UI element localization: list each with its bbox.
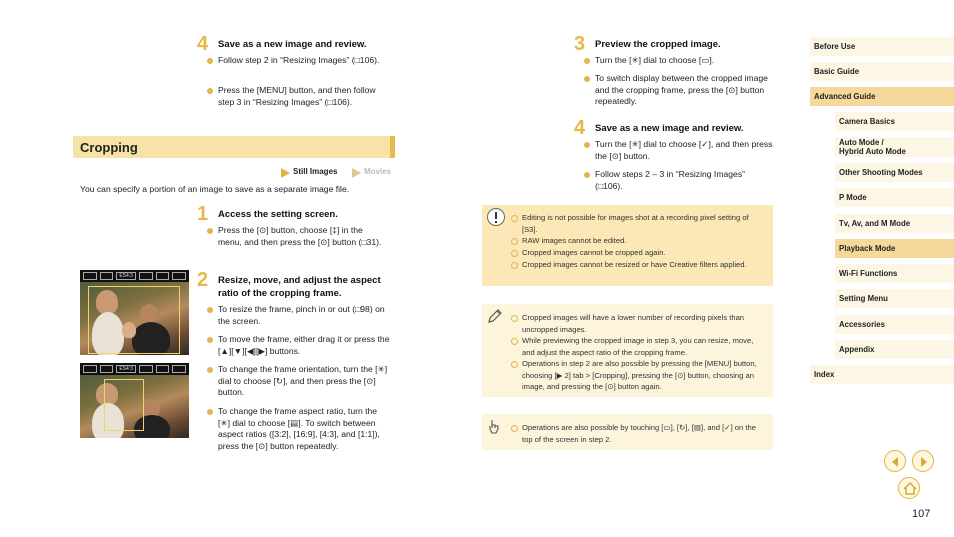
home-icon [899,478,921,500]
bullet-item: Press the [MENU] button, and then follow step 3 in “Resizing Images” (□106). [207,85,382,108]
note-item: While previewing the cropped image in step 3, you can resize, move, and adjust the aspect ratio of the cropping frame. [511,335,766,358]
previous-page-button[interactable] [884,450,906,472]
bullet-item: To change the frame aspect ratio, turn the [✳] dial to choose [▤]. To switch between aspect ratios ([3:2], [16:9], [4:3], and [1:1]), press the [⊙] button repeatedly. [207,406,390,452]
family-photo [80,282,189,355]
bullet-item: Follow steps 2 – 3 in “Resizing Images” (□106). [584,169,774,192]
home-button[interactable] [898,477,920,499]
back-icon [156,272,170,280]
sidebar-item-label: Advanced Guide [814,92,876,101]
touch-hand-icon [486,417,504,440]
page-number: 107 [912,508,931,520]
step-title: Resize, move, and adjust the aspect [218,275,381,286]
pencil-icon [486,307,504,330]
sidebar-item-label: Tv, Av, and M Mode [839,219,911,228]
section-title: Cropping [80,140,138,155]
confirm-icon [139,365,153,373]
step-number: 2 [197,269,209,291]
sidebar-item-appendix[interactable] [835,340,954,359]
step-title: Access the setting screen. [218,209,338,220]
next-page-button[interactable] [912,450,934,472]
step-title: ratio of the cropping frame. [218,288,342,299]
movies-icon [352,168,361,178]
sidebar-item-label: Hybrid Auto Mode [839,147,906,156]
sidebar-item-setting-menu[interactable] [835,289,954,308]
rotate-frame-icon [100,272,114,280]
intro-text: You can specify a portion of an image to save as a separate image file. [80,184,350,194]
sidebar-item-before-use[interactable] [810,37,954,56]
step-number: 4 [574,117,586,139]
crop-frame [104,379,144,431]
sidebar-item-label: Accessories [839,320,885,329]
sidebar-item-label: Other Shooting Modes [839,168,923,177]
step-number: 4 [197,33,209,55]
sidebar-item-playback-mode[interactable] [835,239,954,258]
step-title: Preview the cropped image. [595,39,721,50]
bullet-item: To move the frame, either drag it or press the [▲][▼][◀][▶] buttons. [207,334,390,357]
crop-preview-icon [83,365,97,373]
close-icon [172,365,186,373]
sidebar-item-label: Wi-Fi Functions [839,269,898,278]
sidebar-item-label: Index [814,370,835,379]
bullet-item: Turn the [✳] dial to choose [▭]. [584,55,774,67]
step-number: 3 [574,33,586,55]
sidebar-item-tv-av-m-mode[interactable] [835,214,954,233]
sidebar-item-label: Basic Guide [814,67,860,76]
crop-frame [88,286,180,354]
camera-screen-image [80,270,189,355]
sidebar-item-p-mode[interactable] [835,188,954,207]
step-number: 1 [197,203,209,225]
sidebar-item-label: Playback Mode [839,244,896,253]
movies-label: Movies [364,167,392,176]
bullet-item: To change the frame orientation, turn the [✳] dial to choose [↻], and then press the [⊙] button. [207,364,390,399]
back-icon [156,365,170,373]
sidebar-item-label: Setting Menu [839,294,888,303]
sidebar-item-other-shooting-modes[interactable] [835,163,954,182]
screen-toolbar [80,270,189,282]
close-icon [172,272,186,280]
screen-toolbar [80,363,189,375]
sidebar-item-label: Appendix [839,345,875,354]
sidebar-item-auto-mode[interactable] [835,137,954,157]
sidebar-item-wifi-functions[interactable] [835,264,954,283]
caution-item: Cropped images cannot be cropped again. [511,247,766,259]
step-title: Save as a new image and review. [595,123,744,134]
crop-preview-icon [83,272,97,280]
rotate-frame-icon [100,365,114,373]
aspect-ratio-icon: ES4:3 [116,365,136,373]
sidebar-item-label: Camera Basics [839,117,895,126]
arrow-right-icon [913,451,935,473]
note-item: Operations in step 2 are also possible by pressing the [MENU] button, choosing [▶ 2] tab > [Cropping], pressing the [⊙] button, choosing an image, and pressing the [⊙] button again. [511,358,766,393]
sidebar-item-advanced-guide[interactable] [810,87,954,106]
bullet-item: To resize the frame, pinch in or out (□98) on the screen. [207,304,390,327]
still-images-icon [281,168,290,178]
aspect-ratio-icon: ES4:3 [116,272,136,280]
still-images-label: Still Images [293,167,338,176]
sidebar-item-label: P Mode [839,193,867,202]
sidebar-item-index[interactable] [810,365,954,384]
sidebar-item-accessories[interactable] [835,315,954,334]
arrow-left-icon [885,451,907,473]
bullet-item: Press the [⊙] button, choose [‡] in the menu, and then press the [⊙] button (□31). [207,225,387,248]
touch-note-item: Operations are also possible by touching [▭], [↻], [▤], and [✓] on the top of the screen in step 2. [511,422,766,445]
caution-item: Cropped images cannot be resized or have Creative filters applied. [511,259,766,271]
family-photo [80,375,189,438]
sidebar-item-camera-basics[interactable] [835,112,954,131]
note-item: Cropped images will have a lower number of recording pixels than uncropped images. [511,312,766,335]
confirm-icon [139,272,153,280]
step-title: Save as a new image and review. [218,39,367,50]
camera-screen-image [80,363,189,438]
bullet-item: To switch display between the cropped image and the cropping frame, press the [⊙] button repeatedly. [584,73,774,108]
sidebar-item-basic-guide[interactable] [810,62,954,81]
sidebar-item-label: Auto Mode / [839,138,884,147]
sidebar-item-label: Before Use [814,42,856,51]
bullet-item: Turn the [✳] dial to choose [✓], and then press the [⊙] button. [584,139,774,162]
caution-item: Editing is not possible for images shot at a recording pixel setting of [S3]. [511,212,766,235]
caution-item: RAW images cannot be edited. [511,235,766,247]
bullet-item: Follow step 2 in “Resizing Images” (□106). [207,55,382,67]
caution-icon [487,208,505,226]
